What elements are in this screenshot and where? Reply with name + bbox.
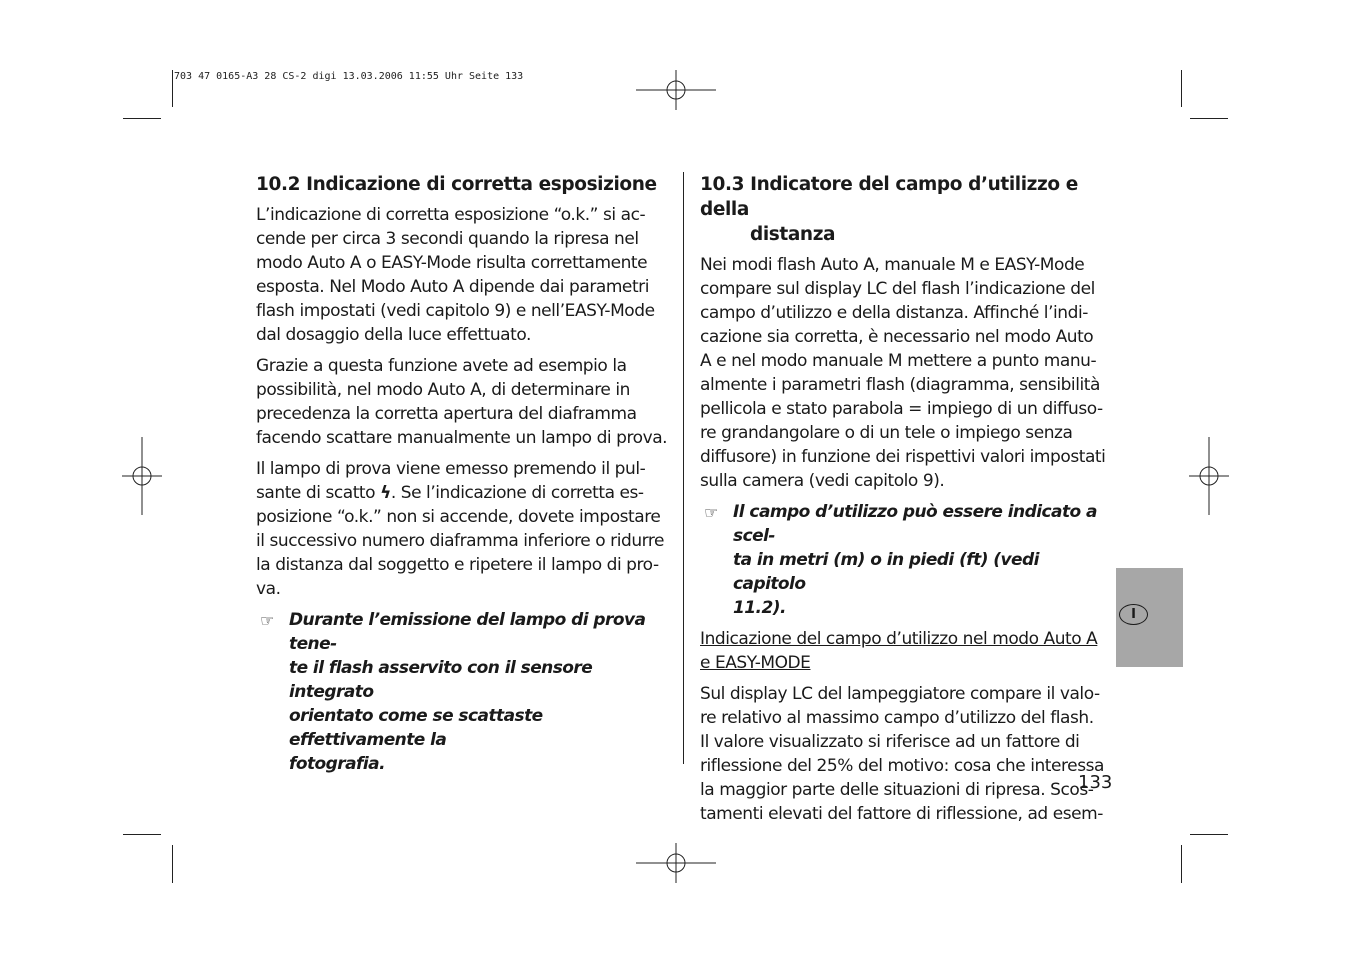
text-line: dal dosaggio della luce effettuato. — [256, 325, 531, 345]
text-line: re grandangolare o di un tele o impiego senza — [700, 423, 1073, 443]
text-line: orientato come se scattaste effettivamente la — [289, 706, 543, 750]
text-line: modo Auto A o EASY-Mode risulta correttamente — [256, 253, 648, 273]
column-divider — [683, 172, 684, 764]
left-column — [256, 172, 668, 783]
text-line: te il flash asservito con il sensore integrato — [289, 658, 593, 702]
paragraph — [700, 682, 1112, 826]
text-line: la maggior parte delle situazioni di ripresa. Scos- — [700, 780, 1094, 800]
text-line: re relativo al massimo campo d’utilizzo del flash. — [700, 708, 1094, 728]
text-line: il successivo numero diaframma inferiore o ridurre — [256, 531, 665, 551]
print-header: 703 47 0165-A3 28 CS-2 digi 13.03.2006 11:55 Uhr Seite 133 — [174, 71, 524, 82]
text-line: Sul display LC del lampeggiatore compare il valo- — [700, 684, 1100, 704]
text-line: Nei modi flash Auto A, manuale M e EASY-Mode — [700, 255, 1085, 275]
text-line: pellicola e stato parabola = impiego di un diffuso- — [700, 399, 1103, 419]
text-line: la distanza dal soggetto e ripetere il lampo di pro- — [256, 555, 659, 575]
crop-mark — [1190, 834, 1228, 835]
text-line: Il lampo di prova viene emesso premendo il pul- — [256, 459, 646, 479]
text-line: A e nel modo manuale M mettere a punto manu- — [700, 351, 1097, 371]
crop-mark — [123, 118, 161, 119]
heading-line: 10.3 Indicatore del campo d’utilizzo e della — [700, 174, 1078, 220]
paragraph — [256, 203, 668, 347]
pointing-hand-icon: ☞ — [260, 611, 274, 630]
crop-mark — [1181, 70, 1182, 107]
text-line: 11.2). — [733, 598, 786, 618]
text-line: Il valore visualizzato si riferisce ad un fattore di — [700, 732, 1080, 752]
crop-mark — [172, 70, 173, 107]
language-badge: I — [1119, 604, 1148, 625]
paragraph — [256, 354, 668, 450]
subheading — [700, 627, 1112, 675]
text-line: compare sul display LC del flash l’indicazione del — [700, 279, 1095, 299]
note — [256, 608, 668, 776]
text-line — [256, 481, 668, 505]
text-span: sante di scatto — [256, 483, 381, 503]
text-line: possibilità, nel modo Auto A, di determinare in — [256, 380, 630, 400]
section-heading: 10.2 Indicazione di corretta esposizione — [256, 174, 657, 195]
text-line: Grazie a questa funzione avete ad esempio la — [256, 356, 627, 376]
text-line: Indicazione del campo d’utilizzo nel modo Auto A — [700, 629, 1098, 649]
text-line: e EASY-MODE — [700, 653, 811, 673]
registration-mark-icon — [636, 843, 716, 883]
text-line: Il campo d’utilizzo può essere indicato a scel- — [733, 502, 1097, 546]
text-line: campo d’utilizzo e della distanza. Affinché l’indi- — [700, 303, 1088, 323]
text-line: fotografia. — [289, 754, 386, 774]
paragraph — [256, 457, 668, 601]
registration-mark-icon — [1189, 437, 1229, 515]
crop-mark — [123, 834, 161, 835]
paragraph — [700, 253, 1112, 493]
right-column — [700, 172, 1112, 833]
text-line: riflessione del 25% del motivo: cosa che interessa — [700, 756, 1104, 776]
text-line: precedenza la corretta apertura del diaframma — [256, 404, 637, 424]
text-line: cende per circa 3 secondi quando la ripresa nel — [256, 229, 639, 249]
text-line: esposta. Nel Modo Auto A dipende dai parametri — [256, 277, 649, 297]
registration-mark-icon — [636, 70, 716, 110]
page-number: 133 — [1078, 772, 1113, 793]
pointing-hand-icon: ☞ — [704, 503, 718, 522]
text-line: facendo scattare manualmente un lampo di prova. — [256, 428, 668, 448]
text-line: diffusore) in funzione dei rispettivi valori impostati — [700, 447, 1106, 467]
text-line: tamenti elevati del fattore di riflessione, ad esem- — [700, 804, 1103, 824]
crop-mark — [1190, 118, 1228, 119]
flash-bolt-icon: ϟ — [380, 483, 391, 503]
registration-mark-icon — [122, 437, 162, 515]
text-line: ta in metri (m) o in piedi (ft) (vedi capitolo — [733, 550, 1039, 594]
heading-line: distanza — [750, 224, 836, 245]
text-line: Durante l’emissione del lampo di prova tene- — [289, 610, 646, 654]
note — [700, 500, 1112, 620]
crop-mark — [172, 845, 173, 883]
text-line: almente i parametri flash (diagramma, sensibilità — [700, 375, 1100, 395]
crop-mark — [1181, 845, 1182, 883]
text-line: posizione “o.k.” non si accende, dovete impostare — [256, 507, 661, 527]
text-line: cazione sia corretta, è necessario nel modo Auto — [700, 327, 1094, 347]
section-heading — [700, 172, 1112, 247]
text-line: L’indicazione di corretta esposizione “o.k.” si ac- — [256, 205, 646, 225]
text-line: sulla camera (vedi capitolo 9). — [700, 471, 945, 491]
text-span: . Se l’indicazione di corretta es- — [390, 483, 644, 503]
text-line: flash impostati (vedi capitolo 9) e nell’EASY-Mode — [256, 301, 655, 321]
text-line: va. — [256, 579, 281, 599]
